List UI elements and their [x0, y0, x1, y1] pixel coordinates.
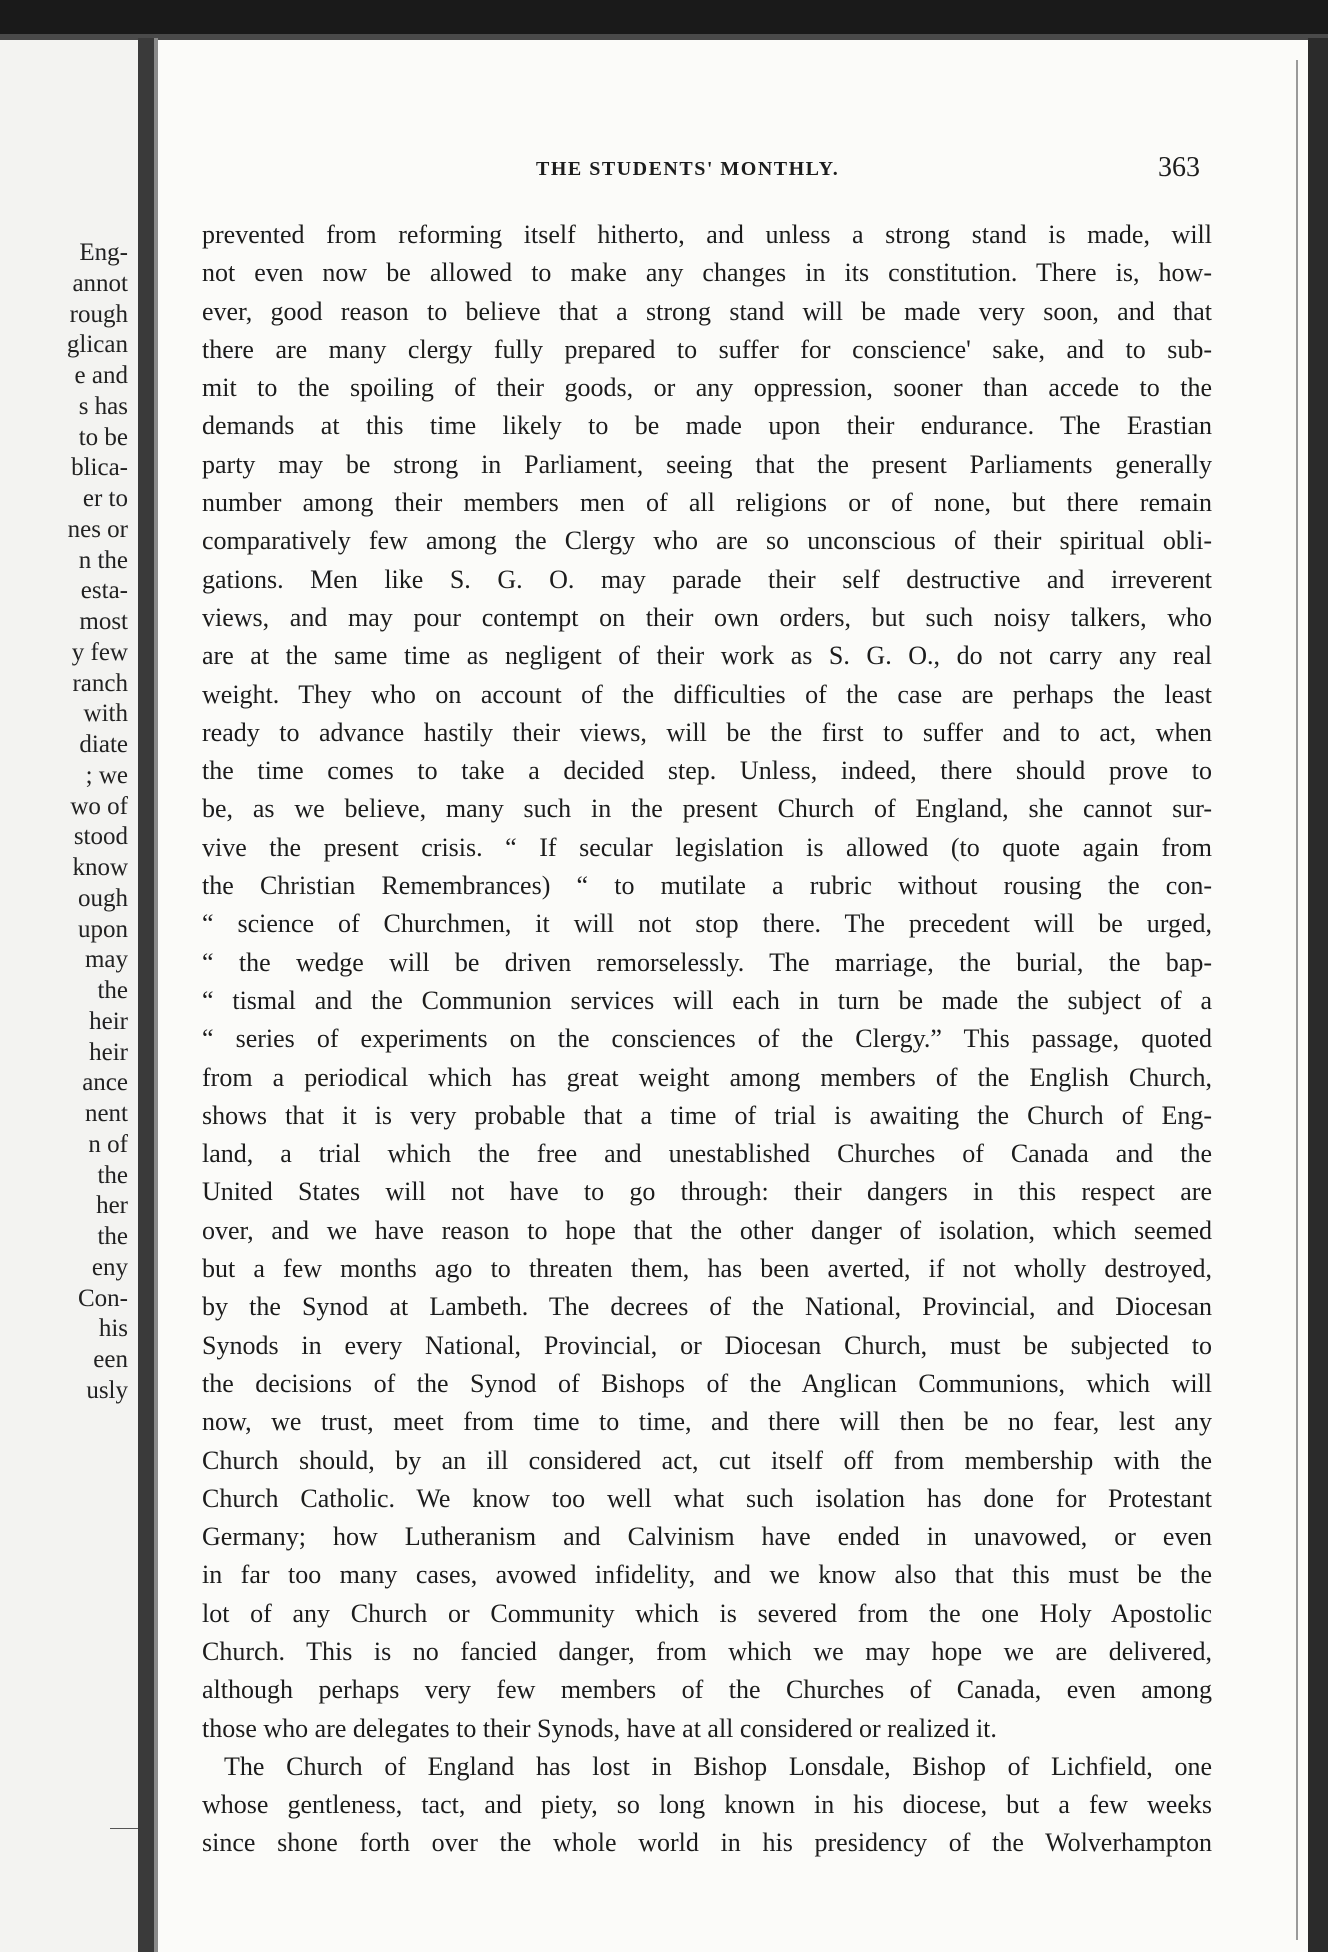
text-line: “ the wedge will be driven remorselessly. The marriage, the burial, the bap-	[202, 947, 1212, 977]
facing-page-word: rough	[69, 300, 128, 328]
facing-page-word: nent	[84, 1100, 128, 1127]
facing-page-rule	[110, 1828, 138, 1829]
text-line: land, a trial which the free and unestablished Churches of Canada and the	[202, 1139, 1212, 1169]
scan-top-edge	[0, 0, 1328, 34]
facing-page-word: the	[97, 977, 128, 1004]
facing-page-word: may	[84, 946, 128, 974]
text-line: gations. Men like S. G. O. may parade their self destructive and irreverent	[202, 564, 1212, 594]
facing-page-fragment	[0, 40, 138, 1952]
text-line: are at the same time as negligent of their work as S. G. O., do not carry any real	[202, 641, 1212, 671]
facing-page-word: wo of	[70, 792, 128, 820]
facing-page-word: the	[97, 1223, 128, 1250]
paragraph	[202, 216, 1212, 1748]
facing-page-word: een	[93, 1346, 128, 1373]
text-line: The Church of England has lost in Bishop Lonsdale, Bishop of Lichfield, one	[224, 1751, 1212, 1781]
book-gutter	[138, 38, 154, 1952]
text-line: the Christian Remembrances) “ to mutilate a rubric without rousing the con-	[202, 871, 1212, 901]
facing-page-word: annot	[72, 269, 128, 297]
facing-page-word: upon	[78, 915, 128, 943]
text-line: be, as we believe, many such in the present Church of England, she cannot sur-	[202, 794, 1212, 824]
facing-page-word: y few	[71, 638, 128, 666]
text-line: party may be strong in Parliament, seeing that the present Parliaments generally	[202, 449, 1212, 479]
scan-right-edge	[1308, 38, 1328, 1952]
text-line: weight. They who on account of the difficulties of the case are perhaps the least	[202, 679, 1212, 709]
facing-page-word: e and	[74, 362, 128, 389]
text-line: by the Synod at Lambeth. The decrees of the National, Provincial, and Diocesan	[202, 1292, 1212, 1322]
text-line: ready to advance hastily their views, will be the first to suffer and to act, when	[202, 717, 1212, 747]
text-line: Germany; how Lutheranism and Calvinism have ended in unavowed, or even	[202, 1522, 1212, 1552]
text-line: number among their members men of all religions or of none, but there remain	[202, 488, 1212, 518]
facing-page-word: ranch	[72, 669, 128, 697]
text-line: the decisions of the Synod of Bishops of the Anglican Communions, which will	[202, 1368, 1212, 1398]
facing-page-word: usly	[86, 1376, 128, 1404]
running-head: THE STUDENTS' MONTHLY.	[536, 158, 840, 180]
facing-page-word: glican	[66, 331, 128, 359]
facing-page-word: diate	[79, 731, 128, 758]
page-number: 363	[1158, 152, 1200, 183]
text-line: “ series of experiments on the consciences of the Clergy.” This passage, quoted	[202, 1024, 1212, 1054]
facing-page-word: ough	[78, 884, 128, 912]
facing-page-word: stood	[73, 823, 128, 851]
facing-page-word: the	[97, 1161, 128, 1189]
text-line: views, and may pour contempt on their own orders, but such noisy talkers, who	[202, 602, 1212, 632]
text-line: in far too many cases, avowed infidelity, and we know also that this must be the	[202, 1560, 1212, 1590]
facing-page-word: n of	[88, 1130, 128, 1158]
facing-page-word: her	[96, 1192, 128, 1220]
text-line: mit to the spoiling of their goods, or any oppression, sooner than accede to the	[202, 373, 1212, 403]
facing-page-word: er to	[82, 485, 128, 512]
text-line: shows that it is very probable that a time of trial is awaiting the Church of Eng-	[202, 1100, 1212, 1130]
text-line: ever, good reason to believe that a strong stand will be made very soon, and that	[202, 296, 1212, 326]
text-line: prevented from reforming itself hitherto, and unless a strong stand is made, will	[202, 220, 1212, 249]
page-header	[158, 152, 1308, 192]
facing-page-word: nes or	[67, 515, 128, 543]
text-line: from a periodical which has great weight among members of the English Church,	[202, 1062, 1212, 1092]
text-line: but a few months ago to threaten them, has been averted, if not wholly destroyed,	[202, 1254, 1212, 1284]
facing-page-word: n the	[78, 546, 128, 574]
facing-page-word: blica-	[71, 454, 128, 482]
text-line: “ science of Churchmen, it will not stop there. The precedent will be urged,	[202, 909, 1212, 939]
text-line: lot of any Church or Community which is severed from the one Holy Apostolic	[202, 1598, 1212, 1628]
facing-page-word: ; we	[85, 761, 128, 789]
text-line: not even now be allowed to make any changes in its constitution. There is, how-	[202, 258, 1212, 288]
facing-page-word: with	[83, 700, 128, 728]
facing-page-word: Con-	[78, 1284, 128, 1312]
text-line: Church. This is no fancied danger, from which we may hope we are delivered,	[202, 1636, 1212, 1666]
facing-page-word: s has	[78, 392, 128, 420]
facing-page-word: know	[72, 854, 128, 881]
facing-page-word: esta-	[80, 577, 128, 605]
facing-page-word: ance	[82, 1069, 128, 1097]
text-line: comparatively few among the Clergy who are so unconscious of their spiritual obli-	[202, 526, 1212, 556]
facing-page-word: heir	[89, 1007, 128, 1035]
text-line: the time comes to take a decided step. Unless, indeed, there should prove to	[202, 756, 1212, 786]
text-line: United States will not have to go through: their dangers in this respect are	[202, 1177, 1212, 1207]
text-line: since shone forth over the whole world in his presidency of the Wolverhampton	[202, 1828, 1212, 1858]
text-line: those who are delegates to their Synods, have at all considered or realized it.	[202, 1713, 997, 1743]
text-line: over, and we have reason to hope that the other danger of isolation, which seemed	[202, 1215, 1212, 1245]
facing-page-word: heir	[89, 1038, 128, 1066]
facing-page-word: to be	[78, 423, 128, 451]
facing-page-word: most	[79, 608, 128, 635]
text-line: there are many clergy fully prepared to suffer for conscience' sake, and to sub-	[202, 334, 1212, 364]
text-line: Synods in every National, Provincial, or Diocesan Church, must be subjected to	[202, 1330, 1212, 1360]
page	[158, 40, 1308, 1952]
body-text	[202, 216, 1212, 1863]
text-line: vive the present crisis. “ If secular legislation is allowed (to quote again from	[202, 832, 1212, 862]
paragraph	[202, 1748, 1212, 1863]
page-edge-line	[1296, 60, 1298, 1940]
text-line: now, we trust, meet from time to time, and there will then be no fear, lest any	[202, 1407, 1212, 1437]
text-line: Church should, by an ill considered act, cut itself off from membership with the	[202, 1445, 1212, 1475]
text-line: whose gentleness, tact, and piety, so long known in his diocese, but a few weeks	[202, 1790, 1212, 1820]
text-line: “ tismal and the Communion services will each in turn be made the subject of a	[202, 985, 1212, 1015]
text-line: although perhaps very few members of the Churches of Canada, even among	[202, 1675, 1212, 1705]
text-line: demands at this time likely to be made upon their endurance. The Erastian	[202, 411, 1212, 441]
facing-page-word: his	[98, 1315, 128, 1343]
facing-page-word: eny	[91, 1253, 128, 1281]
text-line: Church Catholic. We know too well what such isolation has done for Protestant	[202, 1483, 1212, 1513]
facing-page-word: Eng-	[79, 239, 128, 266]
